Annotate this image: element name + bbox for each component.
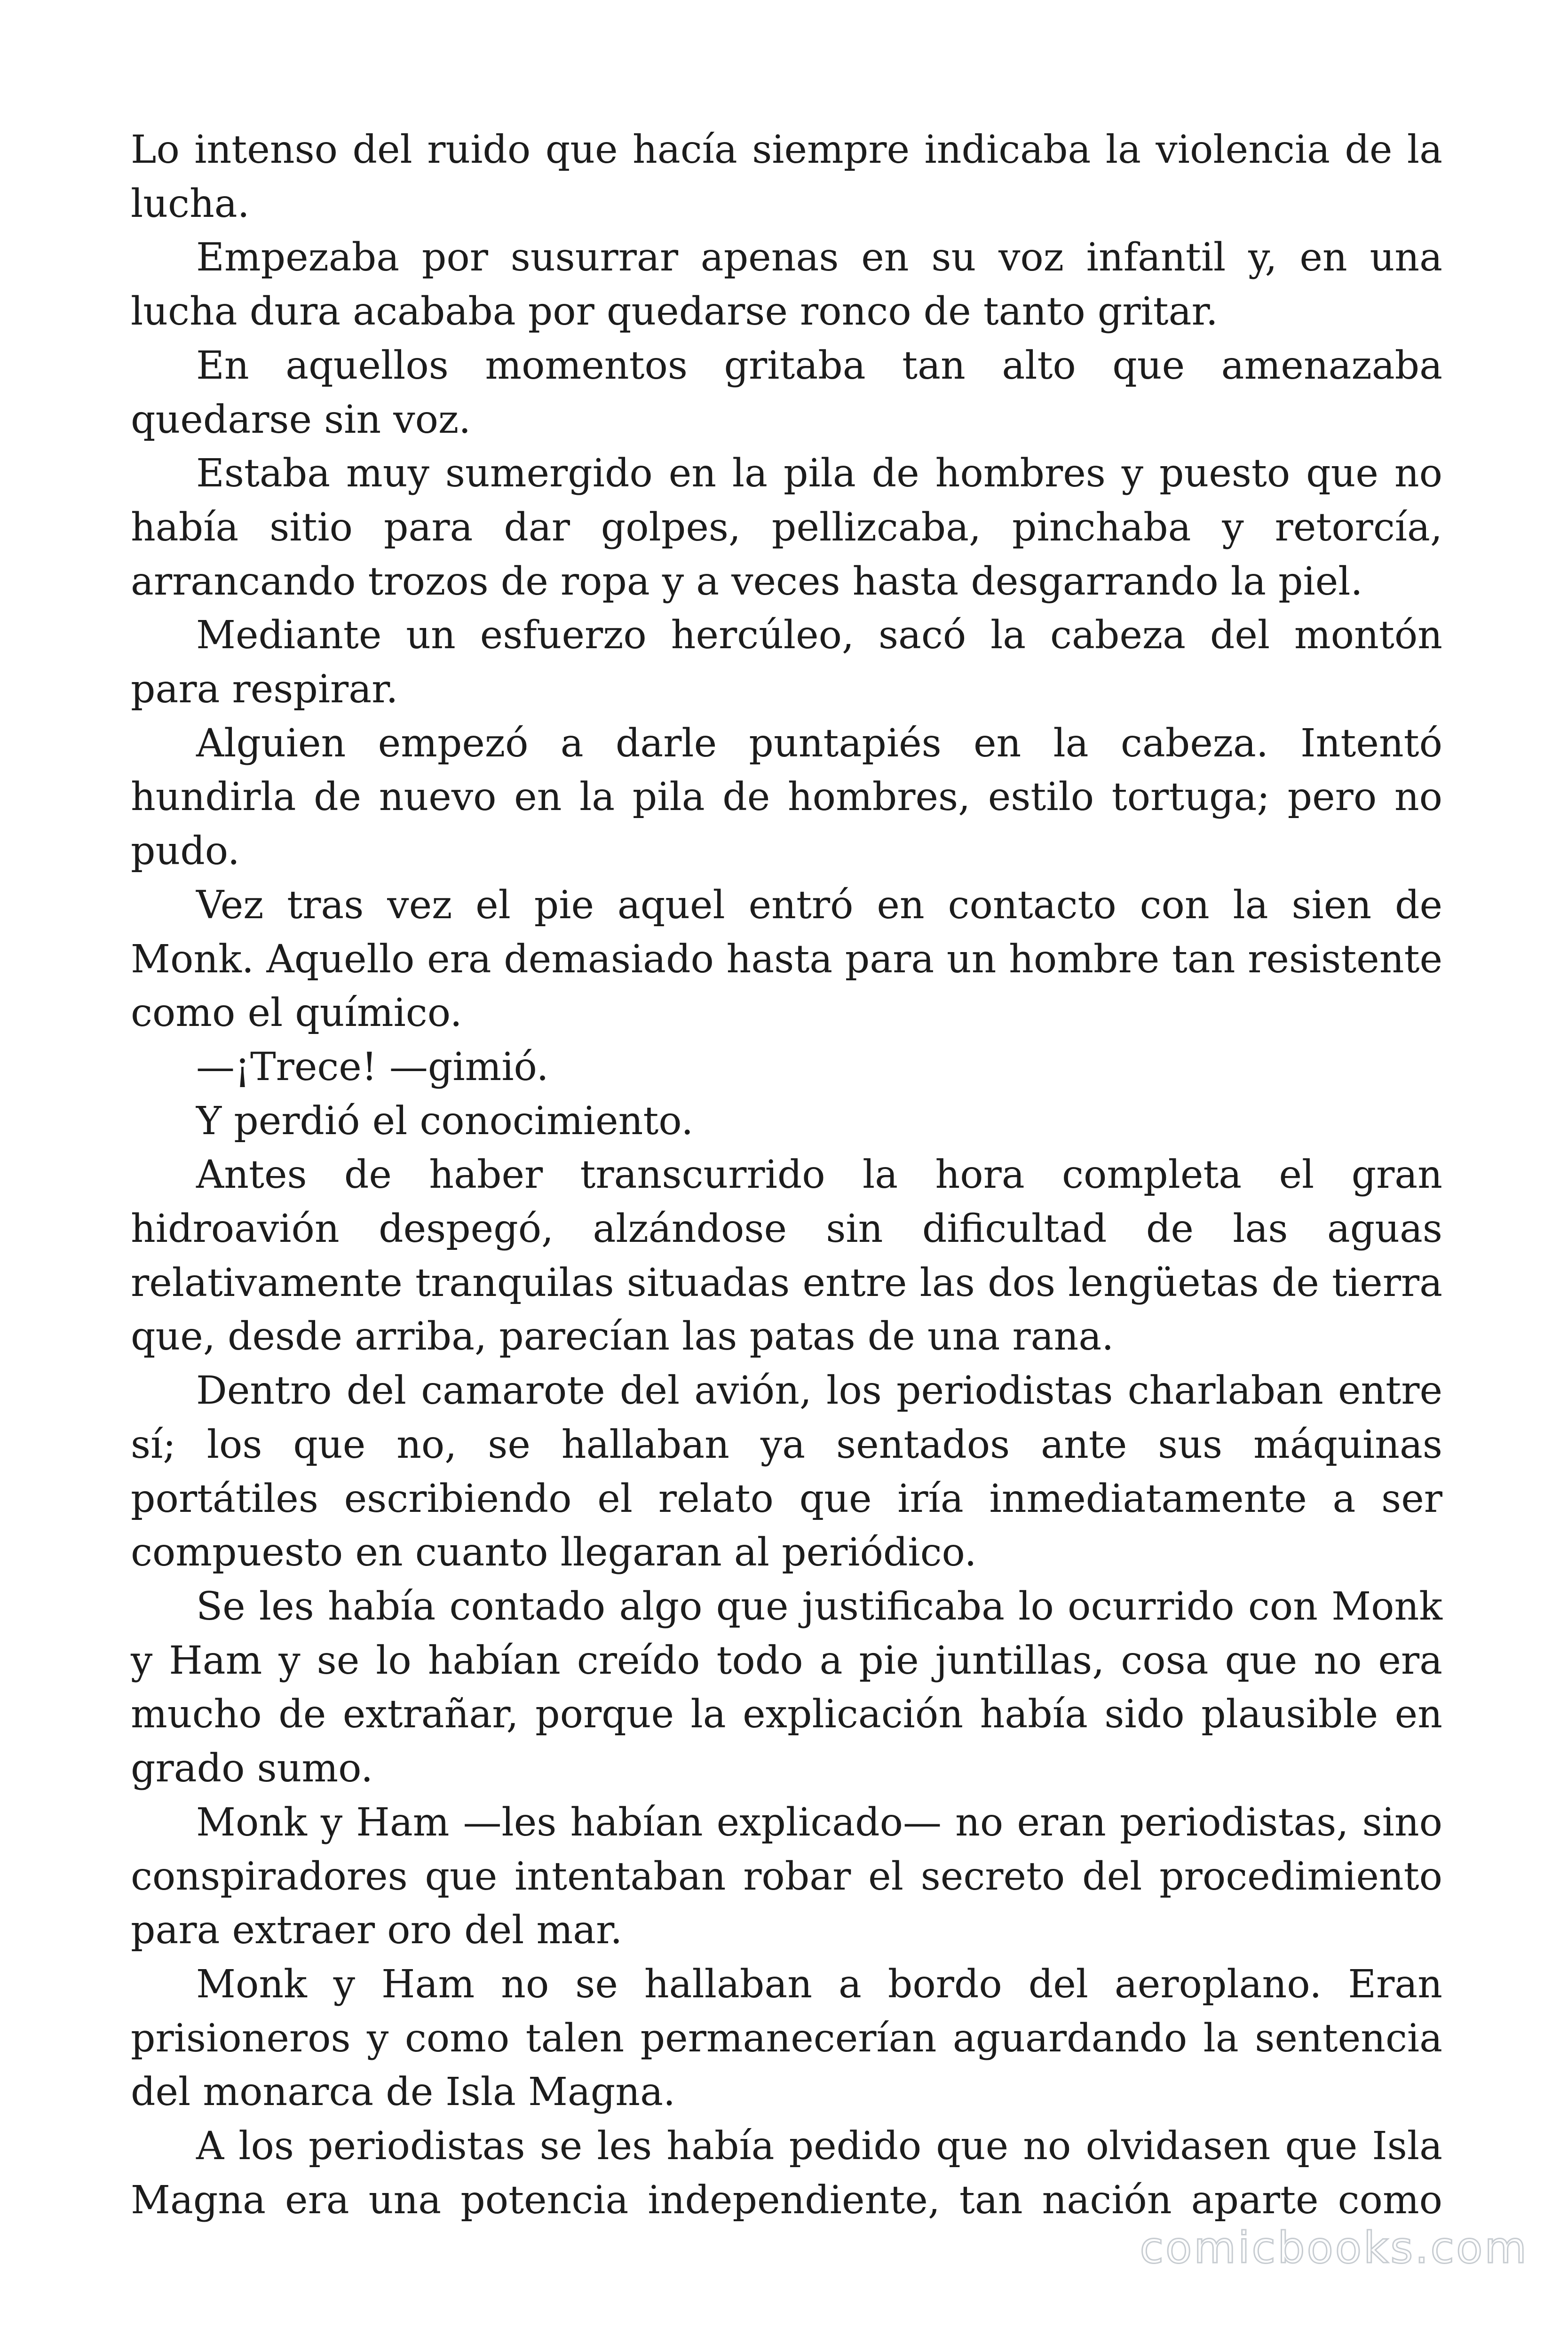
- dialogue-line: —¡Trece! —gimió.: [196, 1044, 549, 1089]
- paragraph: Lo intenso del ruido que hacía siempre indicaba la violencia de la lucha.: [131, 127, 1442, 226]
- paragraph: Mediante un esfuerzo hercúleo, sacó la cabeza del montón para respirar.: [131, 613, 1442, 712]
- paragraph: Empezaba por susurrar apenas en su voz infantil y, en una lucha dura acababa por quedarse ronco de tanto gritar.: [131, 235, 1442, 334]
- paragraph: Monk y Ham no se hallaban a bordo del aeroplano. Eran prisioneros y como talen permanecerían aguardando la sentencia del monarca de Isla Magna.: [131, 1962, 1442, 2115]
- paragraph: Monk y Ham —les habían explicado— no eran periodistas, sino conspiradores que intentaban robar el secreto del procedimiento para extraer oro del mar.: [131, 1800, 1442, 1953]
- paragraph: En aquellos momentos gritaba tan alto que amenazaba quedarse sin voz.: [131, 343, 1442, 442]
- paragraph: Se les había contado algo que justificaba lo ocurrido con Monk y Ham y se lo habían creído todo a pie juntillas, cosa que no era mucho de extrañar, porque la explicación había sido plausible en grado sumo.: [131, 1584, 1442, 1791]
- paragraph: Y perdió el conocimiento.: [196, 1098, 694, 1144]
- paragraph: Vez tras vez el pie aquel entró en contacto con la sien de Monk. Aquello era demasiado hasta para un hombre tan resistente como el químico.: [131, 882, 1442, 1036]
- paragraph: Estaba muy sumergido en la pila de hombres y puesto que no había sitio para dar golpes, pellizcaba, pinchaba y retorcía, arrancando trozos de ropa y a veces hasta desgarrando la piel.: [131, 451, 1442, 604]
- paragraph: Antes de haber transcurrido la hora completa el gran hidroavión despegó, alzándose sin dificultad de las aguas relativamente tranquilas situadas entre las dos lengüetas de tierra que, desde arriba, parecían las patas de una rana.: [131, 1152, 1442, 1359]
- body-text: [131, 123, 1442, 2227]
- paragraph: A los periodistas se les había pedido que no olvidasen que Isla Magna era una potencia independiente, tan nación aparte como: [131, 2124, 1442, 2223]
- paragraph: Dentro del camarote del avión, los periodistas charlaban entre sí; los que no, se hallaban ya sentados ante sus máquinas portátiles escribiendo el relato que iría inmediatamente a ser compuesto en cuanto llegaran al periódico.: [131, 1368, 1442, 1575]
- paragraph: Alguien empezó a darle puntapiés en la cabeza. Intentó hundirla de nuevo en la pila de hombres, estilo tortuga; pero no pudo.: [131, 721, 1442, 874]
- site-watermark: comicbooks.com: [1140, 2223, 1528, 2273]
